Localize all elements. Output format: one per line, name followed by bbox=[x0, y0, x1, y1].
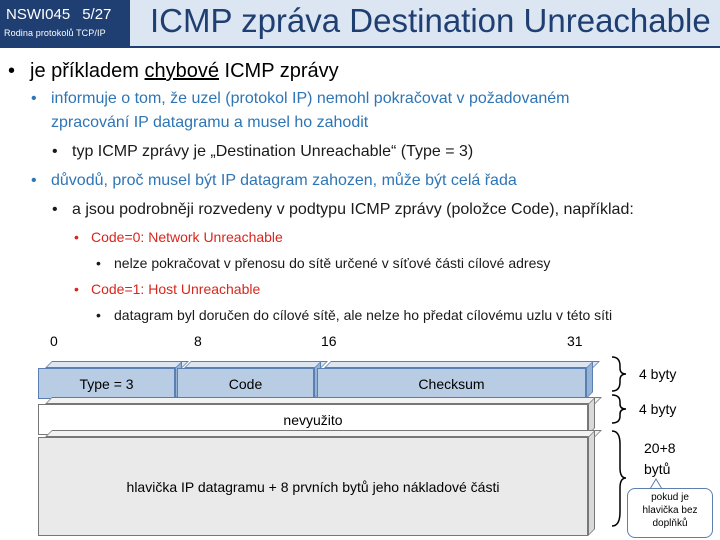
field-code bbox=[177, 361, 321, 399]
bullet-level4-marker: • bbox=[74, 281, 79, 297]
callout-note bbox=[627, 488, 713, 538]
bullet-informuje-line1: informuje o tom, že uzel (protokol IP) nemohl pokračovat v požadovaném bbox=[51, 90, 570, 107]
field-type bbox=[38, 361, 182, 399]
bullet-podrobneji: a jsou podrobněji rozvedeny v podtypu ICMP zprávy (položce Code), například: bbox=[72, 201, 634, 218]
brace-row2-icon bbox=[612, 395, 626, 423]
field-top-face bbox=[45, 397, 602, 404]
field-checksum bbox=[317, 361, 593, 399]
bullet-level2-marker: • bbox=[31, 172, 37, 189]
field-top-face bbox=[45, 361, 189, 368]
bullet-informuje-line2: zpracování IP datagramu a musel ho zahodit bbox=[51, 114, 369, 131]
bullet-code0: Code=0: Network Unreachable bbox=[91, 229, 283, 245]
bullet-duvodu: důvodů, proč musel být IP datagram zahozen, může být celá řada bbox=[51, 172, 517, 189]
bullet-typ-zpravy: typ ICMP zprávy je „Destination Unreachable“ (Type = 3) bbox=[72, 143, 474, 160]
field-type-label: Type = 3 bbox=[38, 368, 175, 399]
header-divider bbox=[0, 46, 720, 48]
course-code: NSWI045 bbox=[6, 6, 71, 23]
bullet-code1-desc: datagram byl doručen do cílové sítě, ale nelze ho předat cílovému uzlu v této síti bbox=[114, 307, 613, 323]
bullet-level3-marker: • bbox=[52, 143, 58, 160]
bullet-level3-marker: • bbox=[52, 201, 58, 218]
field-top-face bbox=[184, 361, 328, 368]
bit-label-8: 8 bbox=[194, 333, 202, 349]
callout-line-2: hlavička bez bbox=[642, 505, 698, 516]
size-row3-line1: 20+8 bbox=[644, 440, 676, 456]
field-payload bbox=[38, 430, 595, 536]
bullet-level4-marker: • bbox=[74, 229, 79, 245]
bullet-text-post: ICMP zprávy bbox=[219, 60, 339, 82]
field-top-face bbox=[324, 361, 600, 368]
field-top-face bbox=[45, 430, 602, 437]
bullet-code0-desc: nelze pokračovat v přenosu do sítě určené v síťové části cílové adresy bbox=[114, 255, 551, 271]
page-number: 5/27 bbox=[82, 6, 112, 23]
bullet-chybova-zprava bbox=[30, 60, 339, 83]
slide-title: ICMP zpráva Destination Unreachable bbox=[150, 2, 711, 39]
size-row1: 4 byty bbox=[639, 366, 677, 382]
bullet-level1-marker: • bbox=[8, 60, 16, 82]
bit-label-16: 16 bbox=[321, 333, 337, 349]
size-row3-line2: bytů bbox=[644, 461, 671, 477]
bullet-code1: Code=1: Host Unreachable bbox=[91, 281, 261, 297]
field-side-face bbox=[588, 430, 595, 536]
brace-row3-icon bbox=[612, 431, 626, 526]
bullet-text-underlined: chybové bbox=[144, 60, 219, 82]
bullet-level5-marker: • bbox=[96, 255, 101, 271]
bit-label-31: 31 bbox=[567, 333, 583, 349]
field-checksum-label: Checksum bbox=[317, 368, 586, 399]
size-row2: 4 byty bbox=[639, 401, 677, 417]
course-subtitle: Rodina protokolů TCP/IP bbox=[4, 28, 106, 38]
field-unused-label: nevyužito bbox=[38, 404, 588, 435]
callout-line-3: doplňků bbox=[652, 518, 688, 529]
bullet-level2-marker: • bbox=[31, 90, 37, 107]
callout-line-1: pokud je bbox=[651, 492, 689, 503]
course-badge bbox=[0, 0, 130, 46]
bullet-text-pre: je příkladem bbox=[30, 60, 145, 82]
brace-row1-icon bbox=[612, 357, 626, 391]
course-id-line bbox=[6, 6, 111, 23]
field-code-label: Code bbox=[177, 368, 314, 399]
bullet-level5-marker: • bbox=[96, 307, 101, 323]
field-payload-label: hlavička IP datagramu + 8 prvních bytů jeho nákladové části bbox=[38, 437, 588, 536]
bit-label-0: 0 bbox=[50, 333, 58, 349]
field-side-face bbox=[586, 361, 593, 399]
